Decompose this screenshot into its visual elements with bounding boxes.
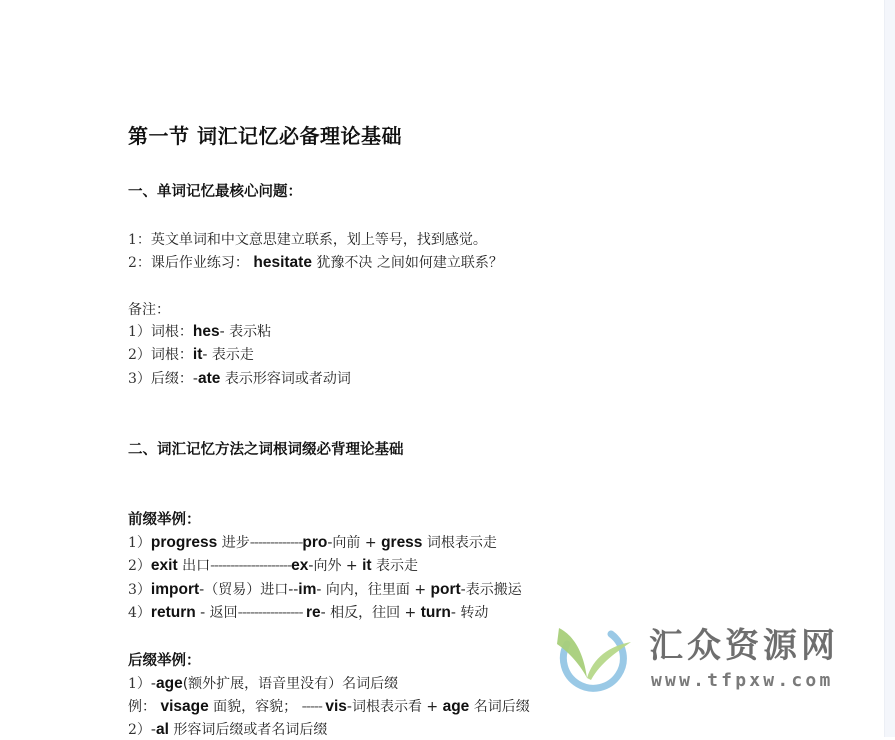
- item-text: 犹豫不决 之间如何建立联系？: [311, 255, 503, 271]
- item-number: 2）: [128, 722, 151, 738]
- keyword: ate: [197, 370, 221, 387]
- note-item: [128, 345, 254, 365]
- watermark-name: 汇众资源网: [649, 626, 839, 666]
- item-number: 2）: [128, 347, 151, 363]
- root-meaning: 词根表示走: [422, 535, 497, 551]
- prefix: im: [298, 581, 317, 598]
- leaf-check-circle-icon: [553, 622, 633, 694]
- keyword: exit: [150, 557, 178, 574]
- note-item: [128, 322, 271, 342]
- root: gress: [381, 534, 423, 551]
- dash-separator: -------------: [249, 535, 303, 551]
- root-meaning: -表示搬运: [460, 582, 522, 598]
- keyword: it: [192, 346, 203, 363]
- watermark-url: www.tfpxw.com: [651, 670, 834, 691]
- item-number: 3）: [128, 582, 151, 598]
- keyword: hesitate: [253, 254, 312, 271]
- item-number: 1：: [128, 232, 151, 248]
- meaning: 面貌，容貌；: [208, 699, 302, 715]
- meaning: - 返回: [195, 605, 238, 621]
- keyword: hes: [192, 323, 220, 340]
- item-number: 1）: [128, 535, 151, 551]
- section-1-heading: 一、单词记忆最核心问题：: [128, 184, 302, 200]
- prefix-meaning: - 相反，往回 +: [320, 605, 421, 621]
- note-item: [128, 369, 351, 389]
- keyword: visage: [160, 698, 209, 715]
- keyword: age: [155, 675, 183, 692]
- dash-separator: --------------------: [210, 558, 292, 574]
- item-number: 2：: [128, 255, 151, 271]
- keyword: return: [150, 604, 196, 621]
- meaning: -（贸易）进口--: [199, 582, 299, 598]
- keyword: progress: [150, 534, 218, 551]
- suffix-example: [128, 674, 398, 694]
- suffix-label: 后缀举例：: [128, 653, 201, 669]
- root-meaning: -词根表示看 +: [346, 699, 443, 715]
- meaning: 进步: [217, 535, 250, 551]
- root: vis: [325, 698, 347, 715]
- root: it: [362, 557, 372, 574]
- prefix-example: [128, 603, 488, 623]
- meaning: 出口: [177, 558, 211, 574]
- item-number: 4）: [128, 605, 151, 621]
- prefix-meaning: - 向内，往里面 +: [316, 582, 431, 598]
- item-number: 1）: [128, 676, 151, 692]
- suffix: age: [442, 698, 470, 715]
- watermark: [553, 622, 853, 702]
- prefix-example: [128, 556, 418, 576]
- keyword: import: [150, 581, 200, 598]
- prefix-meaning: -向前 +: [327, 535, 382, 551]
- item-text: 表示形容词或者动词: [220, 371, 351, 387]
- item-text: 词根：: [150, 347, 193, 363]
- dash-separator: ----------------: [237, 605, 306, 621]
- prefix-label: 前缀举例：: [128, 512, 201, 528]
- root: turn: [420, 604, 451, 621]
- item-text: -: [150, 722, 156, 738]
- item-number: 1）: [128, 324, 151, 340]
- item-text: 词根：: [150, 324, 193, 340]
- item-text: - 表示走: [202, 347, 254, 363]
- scrollbar-track[interactable]: [884, 0, 895, 737]
- suffix-meaning: 名词后缀: [469, 699, 530, 715]
- suffix-example: [128, 697, 530, 717]
- item-number: 2）: [128, 558, 151, 574]
- item-text: - 表示粘: [219, 324, 272, 340]
- item-text: 课后作业练习：: [150, 255, 254, 271]
- prefix: re: [305, 604, 321, 621]
- root-meaning: 表示走: [371, 558, 418, 574]
- root-meaning: - 转动: [450, 605, 489, 621]
- prefix: pro: [302, 534, 328, 551]
- suffix-example: [128, 720, 327, 740]
- prefix-example: [128, 580, 522, 600]
- item-text: (额外扩展，语音里没有）名词后缀: [182, 676, 399, 692]
- item-text: -: [150, 676, 156, 692]
- prefix-meaning: -向外 +: [308, 558, 363, 574]
- item-text: 英文单词和中文意思建立联系，划上等号，找到感觉。: [150, 232, 487, 248]
- item-text: 形容词后缀或者名词后缀: [168, 722, 328, 738]
- item-text: 后缀：-: [150, 371, 198, 387]
- keyword: al: [155, 721, 169, 738]
- item-number: 3）: [128, 371, 151, 387]
- page-title: 第一节 词汇记忆必备理论基础: [128, 124, 402, 148]
- list-item: [128, 230, 487, 250]
- example-label: 例：: [128, 699, 161, 715]
- root: port: [430, 581, 461, 598]
- note-label: 备注：: [128, 302, 170, 318]
- list-item: [128, 253, 503, 273]
- section-2-heading: 二、词汇记忆方法之词根词缀必背理论基础: [128, 442, 404, 458]
- prefix: ex: [291, 557, 309, 574]
- prefix-example: [128, 533, 497, 553]
- dash-separator: -----: [301, 699, 326, 715]
